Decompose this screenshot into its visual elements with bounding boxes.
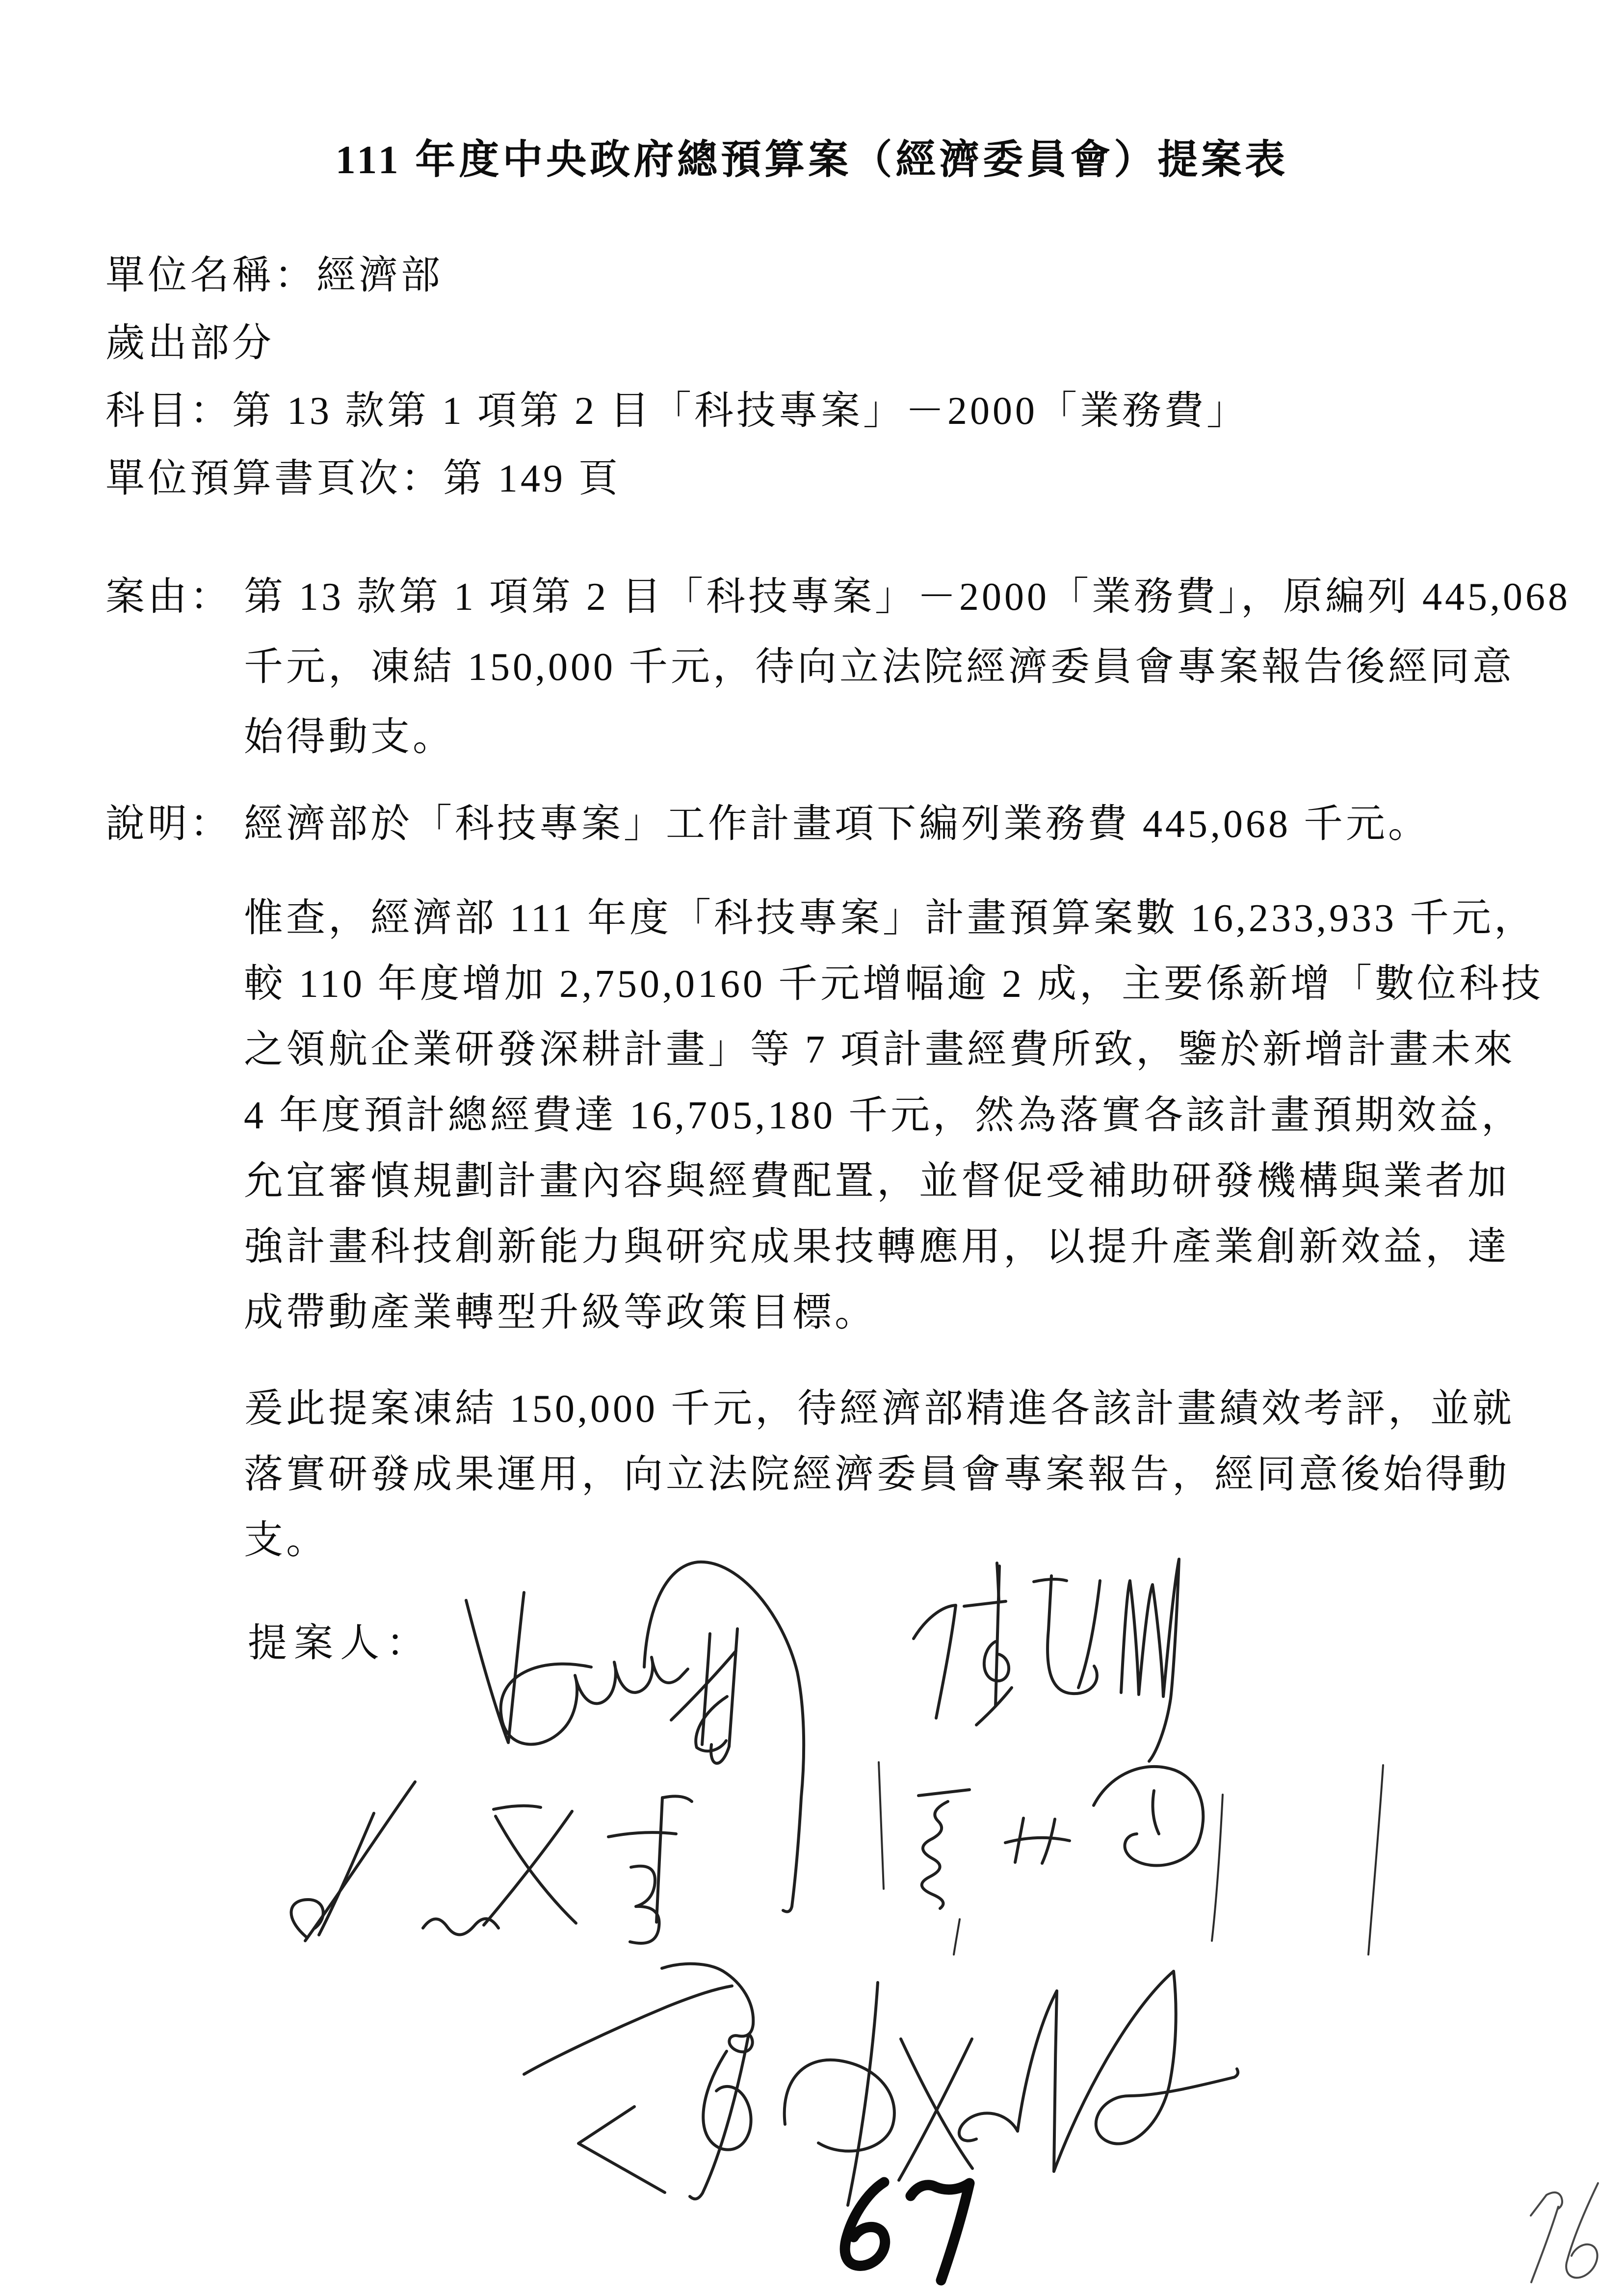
explanation-para2-line-3: 之領航企業研發深耕計畫」等 7 項計畫經費所致，鑒於新增計畫未來: [244, 1028, 1516, 1071]
case-label: 案由：: [105, 575, 232, 619]
explanation-text-1: 經濟部於「科技專案」工作計畫項下編列業務費 445,068 千元。: [244, 803, 1430, 846]
signature-1: [466, 1562, 804, 1912]
signature-2: [914, 1559, 1179, 1761]
case-line-3: 始得動支。: [244, 716, 455, 759]
meta-line-section: 歲出部分: [105, 322, 274, 365]
meta-line-page-ref: 單位預算書頁次：第 149 頁: [105, 457, 621, 500]
case-text-1: 第 13 款第 1 項第 2 目「科技專案」－2000「業務費」，原編列 445,068: [244, 575, 1571, 619]
signature-3: [291, 1782, 692, 1943]
explanation-para2-line-5: 允宜審慎規劃計畫內容與經費配置，並督促受補助研發機構與業者加: [244, 1160, 1510, 1203]
explanation-para3-line-1: 爰此提案凍結 150,000 千元，待經濟部精進各該計畫績效考評，並就: [244, 1387, 1515, 1431]
explanation-para3-line-2: 落實研發成果運用，向立法院經濟委員會專案報告，經同意後始得動: [244, 1453, 1510, 1496]
page-title: 111 年度中央政府總預算案（經濟委員會）提案表: [335, 137, 1289, 182]
explanation-label: 說明：: [105, 803, 232, 846]
explanation-para2-line-2: 較 110 年度增加 2,750,0160 千元增幅逾 2 成，主要係新增「數位科技: [244, 963, 1544, 1006]
explanation-para2-line-6: 強計畫科技創新能力與研究成果技轉應用，以提升產業創新效益，達: [244, 1226, 1510, 1269]
case-line-2: 千元，凍結 150,000 千元，待向立法院經濟委員會專案報告後經同意: [244, 646, 1515, 689]
explanation-para2-line-4: 4 年度預計總經費達 16,705,180 千元，然為落實各該計畫預期效益，: [244, 1094, 1523, 1137]
signature-5: [524, 1964, 1238, 2205]
proposer-label: 提案人：: [248, 1622, 432, 1665]
handwritten-page-number: [845, 2182, 969, 2280]
handwritten-corner-number: [1531, 2183, 1598, 2282]
meta-line-unit-name: 單位名稱：經濟部: [105, 254, 443, 297]
meta-line-subject: 科目：第 13 款第 1 項第 2 目「科技專案」－2000「業務費」: [105, 390, 1249, 433]
explanation-para2-line-7: 成帶動產業轉型升級等政策目標。: [244, 1291, 877, 1334]
explanation-para3-line-3: 支。: [244, 1519, 328, 1562]
signature-4: [879, 1762, 1383, 1955]
explanation-para2-line-1: 惟查，經濟部 111 年度「科技專案」計畫預算案數 16,233,933 千元，: [244, 897, 1537, 940]
